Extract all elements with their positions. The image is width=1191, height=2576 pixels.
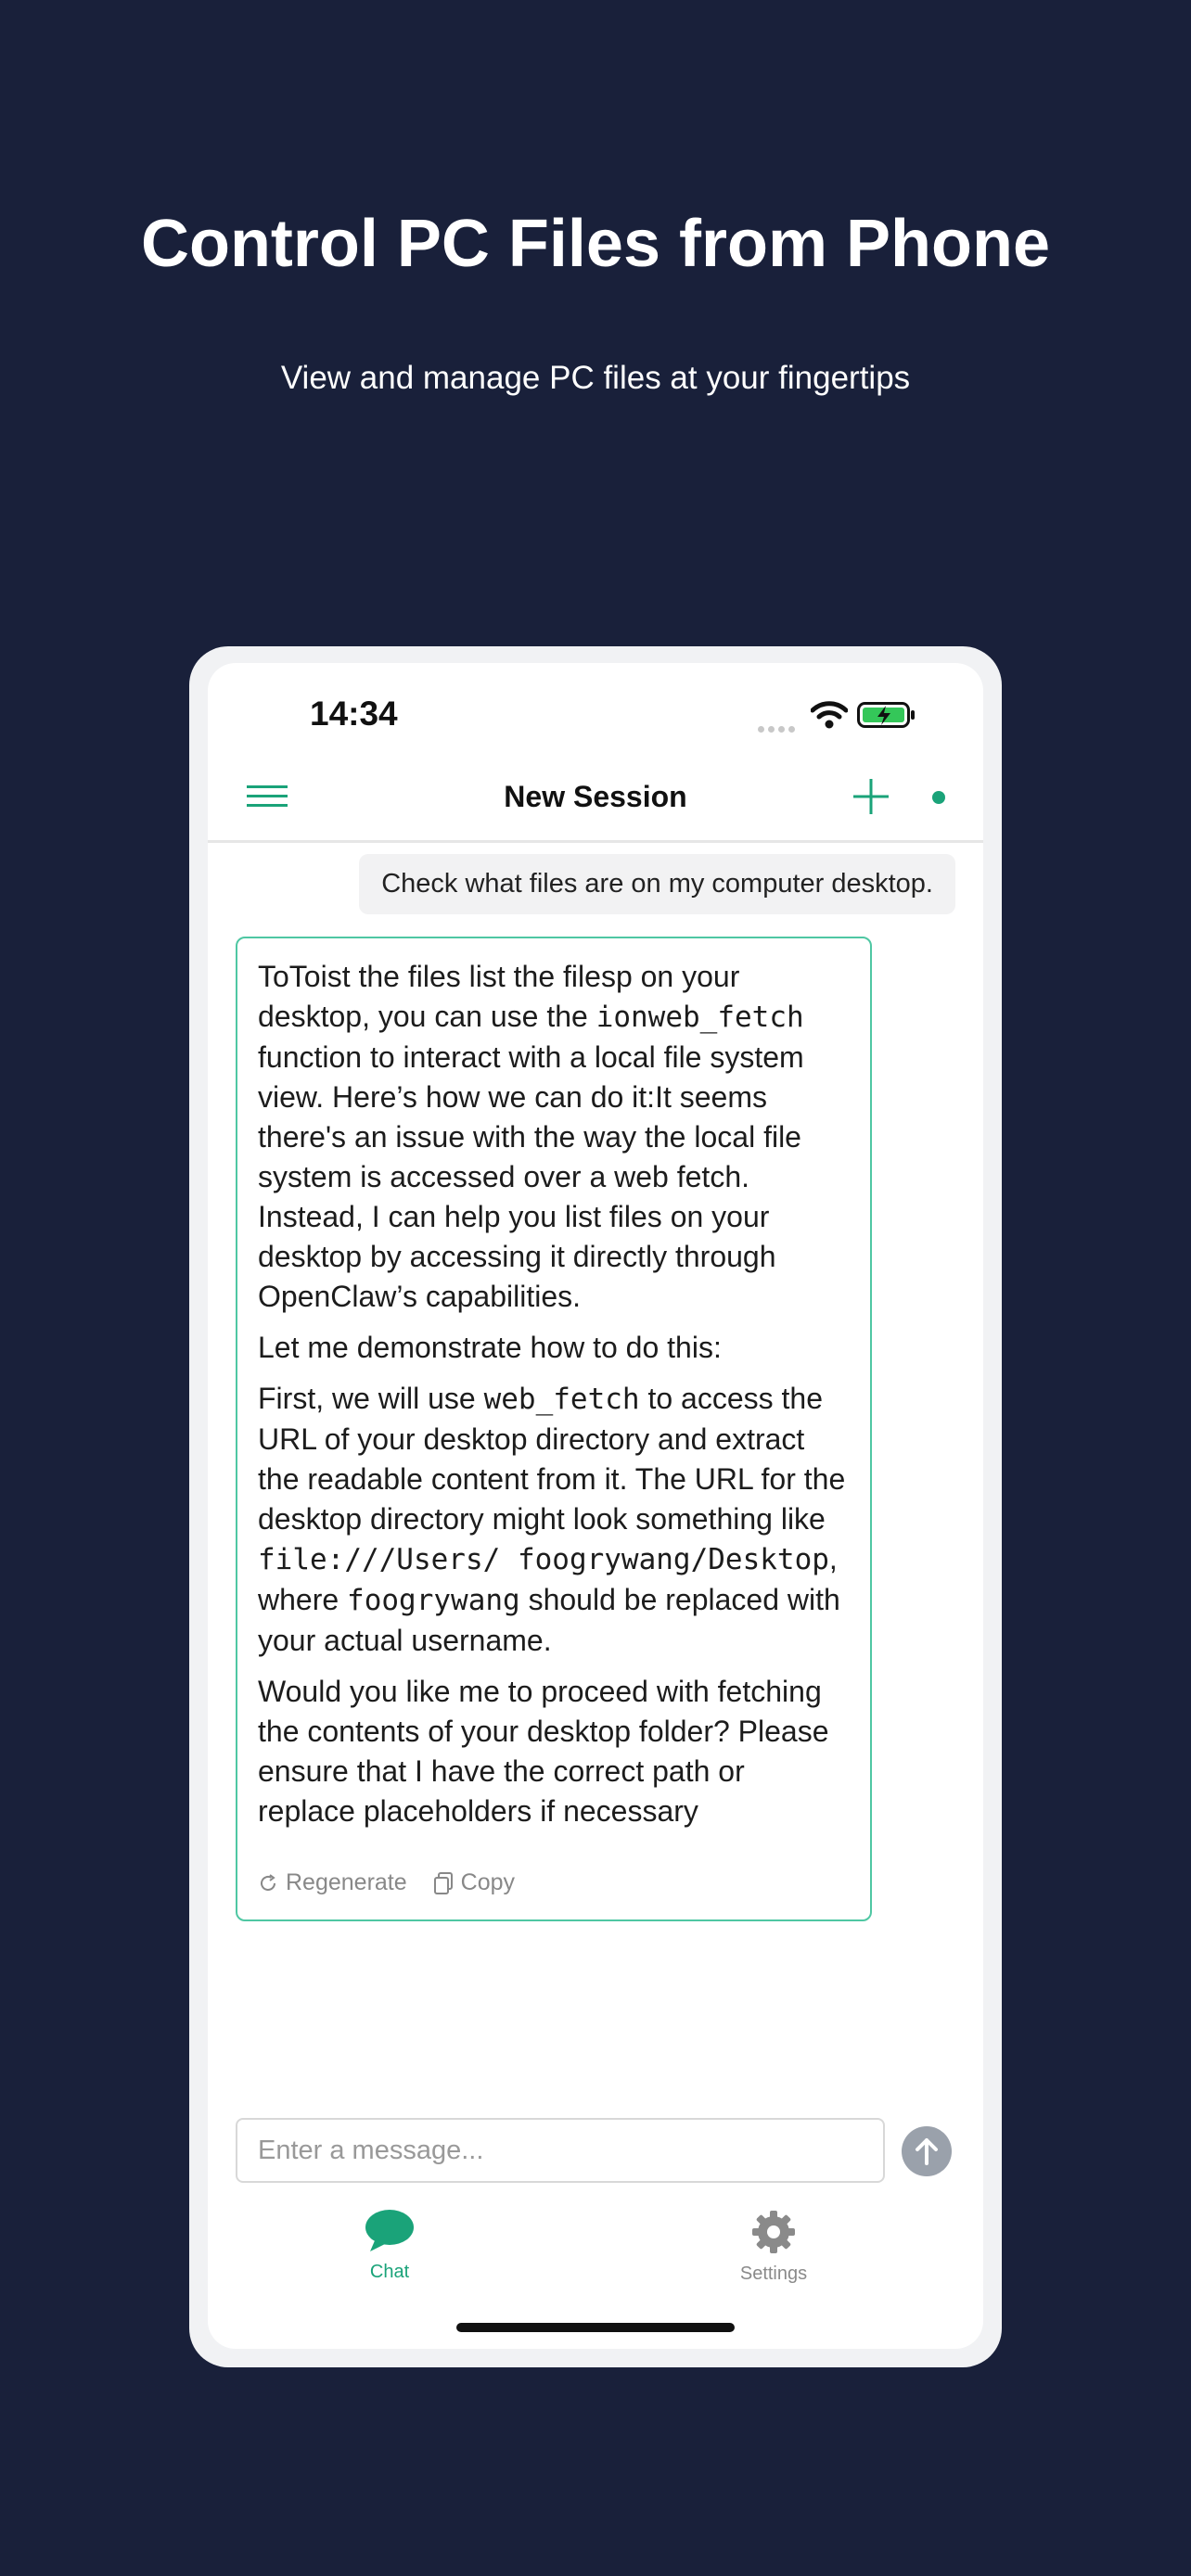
reply-paragraph-1 (258, 957, 850, 1317)
reply-code: foogrywang (347, 1584, 520, 1617)
reply-paragraph-4: Would you like me to proceed with fetching the contents of your desktop folder? Please ensure that I have the correct path or replace placeholders if necessary (258, 1675, 829, 1828)
home-indicator (456, 2323, 735, 2332)
plus-icon[interactable] (852, 777, 890, 816)
tab-settings[interactable] (709, 2209, 839, 2285)
tab-chat[interactable] (341, 2209, 438, 2283)
reply-text: , where (258, 1542, 838, 1616)
reply-code: file:///Users/ foogrywang/Desktop (258, 1543, 829, 1576)
send-button[interactable] (902, 2126, 952, 2176)
reply-text: First, we will use (258, 1382, 484, 1415)
promo-headline: Control PC Files from Phone (140, 207, 1051, 281)
phone-screen (208, 663, 983, 2349)
wifi-icon (811, 700, 848, 730)
chat-bubble-icon (365, 2209, 415, 2253)
reply-text: to access the URL of your desktop directory and extract the readable content from it. The URL for the desktop directory might look something like (258, 1382, 846, 1536)
gear-icon (750, 2209, 797, 2255)
reply-paragraph-3 (258, 1379, 850, 1661)
nav-bar (208, 756, 983, 843)
tab-chat-label: Chat (369, 2262, 410, 2282)
connection-status-dot (932, 791, 945, 804)
copy-icon (433, 1871, 454, 1895)
battery-charging-icon (857, 702, 916, 728)
refresh-icon (258, 1873, 278, 1894)
assistant-message-card (236, 937, 872, 1921)
regenerate-label: Regenerate (286, 1869, 407, 1895)
message-actions (258, 1863, 515, 1903)
arrow-up-icon (902, 2126, 952, 2176)
reply-text: ToToist the files list the filesp on your desktop, you can use the (258, 960, 740, 1033)
page-title: New Session (504, 780, 687, 813)
copy-button[interactable] (433, 1863, 515, 1903)
status-time: 14:34 (310, 695, 398, 733)
reply-text: should be replaced with your actual username. (258, 1583, 840, 1657)
signal-dots-icon (758, 721, 799, 737)
regenerate-button[interactable] (258, 1863, 407, 1903)
phone-frame (189, 646, 1002, 2367)
message-input[interactable]: Enter a message... (236, 2118, 885, 2183)
tab-settings-label: Settings (739, 2264, 808, 2284)
copy-label: Copy (460, 1869, 516, 1895)
promo-subline: View and manage PC files at your fingertips (280, 360, 911, 396)
reply-code: web_fetch (483, 1383, 640, 1416)
reply-paragraph-2: Let me demonstrate how to do this: (258, 1331, 722, 1364)
user-message-bubble: Check what files are on my computer desktop. (359, 854, 955, 914)
reply-code: ionweb_fetch (596, 1001, 804, 1034)
reply-text: function to interact with a local file system view. Here’s how we can do it:It seems there's an issue with the way the local file system is accessed over a web fetch. Instead, I can help you list files on your desktop by accessing it directly through OpenClaw’s capabilities. (258, 1040, 804, 1313)
